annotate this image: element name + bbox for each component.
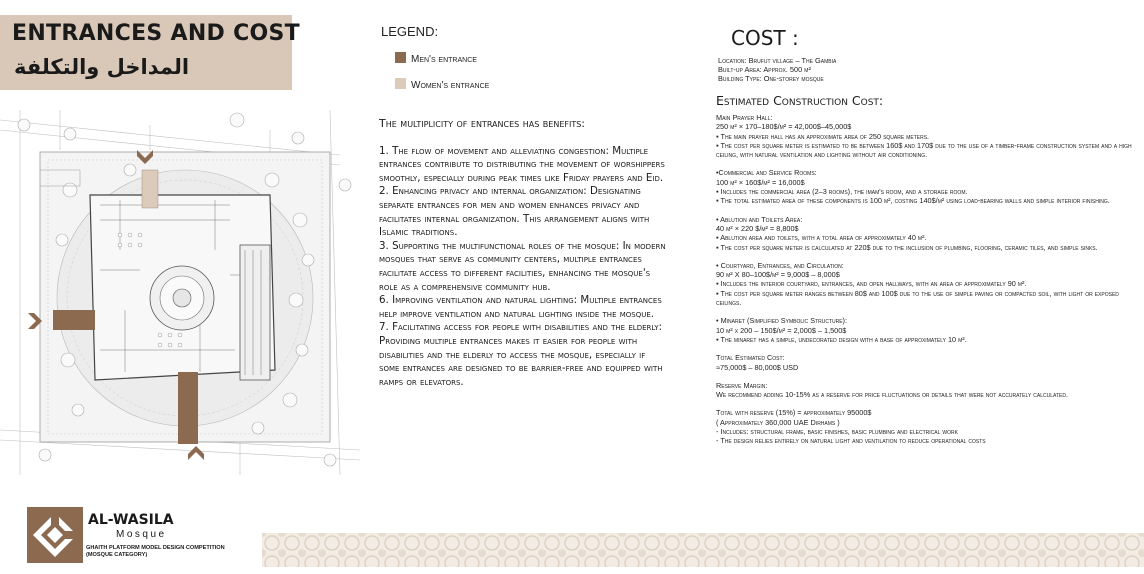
competition-name: GHAITH PLATFORM MODEL DESIGN COMPETITION	[86, 545, 225, 551]
courtyard-note: ▪ The cost per square meter ranges between 80$ and 100$ due to the use of simple paving or compacted soil, with light or exposed ceilings.	[716, 288, 1119, 308]
entrance-arrow-icon	[188, 446, 204, 460]
benefit-item: 7. Facilitating access for people with disabilities and the elderly: Providing multiple entrances makes it easier for people with disabilities and the elderly to access the mosque, especially if some entrances are designed to be barrier-free and equipped with ramps or elevators.	[379, 321, 663, 388]
commercial-note: ▪ The total estimated area of these components is 100 m², costing 140$/m² using load-bearing walls and simple interior finishing.	[716, 196, 1110, 206]
prayer-hall-note: ▪ The main prayer hall has an approximate area of 250 square meters.	[716, 131, 930, 141]
building-type: Building Type: One-storey mosque	[718, 74, 824, 83]
legend-heading: LEGEND:	[381, 24, 439, 39]
commercial-title: •Commercial and Service Rooms:	[716, 168, 817, 178]
built-up-area: Built-up Area: Approx. 500 m²	[718, 65, 811, 74]
courtyard-note: ▪ Includes the interior courtyard, entrances, and open hallways, with an area of approximately 90 m².	[716, 279, 1027, 289]
project-info	[718, 56, 836, 83]
decorative-pattern-band	[262, 533, 1144, 567]
page-title-arabic: المداخل والتكلفة	[14, 55, 190, 79]
commercial-calc: 100 m² × 160$/m² = 16,000$	[716, 177, 805, 187]
courtyard-calc: 90 m² X 80–100$/m² = 9,000$ – 8,000$	[716, 270, 840, 280]
ablution-note: ▪ Ablution area and toilets, with a total area of approximately 40 m².	[716, 233, 927, 243]
minaret-title: • Minaret (Simplified Symbolic Structure):	[716, 316, 848, 326]
prayer-hall-note: ▪ The cost per square meter is estimated to be between 160$ and 170$ due to the use of a timber-frame construction system and a high ceiling, with natural ventilation and lighting without air conditioning.	[716, 140, 1132, 160]
minaret-note: ▪ The minaret has a simple, undecorated design with a base of approximately 10 m².	[716, 334, 967, 344]
benefit-item: 2. Enhancing privacy and internal organization: Designating separate entrances for men and women enhances privacy and facilitates internal organization. This arrangement aligns with Islamic traditions.	[379, 185, 650, 239]
ablution-calc: 40 m² × 220 $/m² = 8,800$	[716, 223, 799, 233]
reserve-title: Reserve Margin:	[716, 380, 768, 390]
competition-label	[86, 545, 225, 559]
site-plan-drawing	[0, 110, 360, 475]
title-box	[0, 15, 300, 90]
brand-subtitle: Mosque	[116, 529, 167, 540]
prayer-hall-calc: 250 m² × 170–180$/m² = 42,000$–45,000$	[716, 122, 852, 132]
mens-entrance-south	[178, 372, 198, 444]
aed-value: ( Approximately 360,000 UAE Dirhams )	[716, 417, 840, 427]
estimated-cost-heading: Estimated Construction Cost:	[716, 93, 884, 108]
mens-entrance-north	[142, 170, 158, 208]
al-wasila-logo-icon	[27, 507, 83, 563]
legend-item-mens	[395, 52, 477, 65]
benefit-item: 3. Supporting the multifunctional roles of the mosque: In modern mosques that serve as community centers, multiple entrances facilitate access to different facilities, enhancing the mosque's role as a comprehensive community hub.	[379, 239, 666, 293]
total-with-reserve: Total with reserve (15%) = approximately 95000$	[716, 408, 872, 418]
location: Location: Brufut village – The Gambia	[718, 56, 837, 65]
reserve-text: We recommend adding 10-15% as a reserve for price fluctuations or details that were not accurately calculated.	[716, 390, 1069, 400]
womens-entrance-swatch	[395, 78, 406, 89]
legend-label: Men's entrance	[411, 54, 477, 65]
mens-entrance-west	[53, 310, 95, 330]
includes-note: - Includes: structural frame, basic finishes, basic plumbing and electrical work	[716, 427, 958, 437]
benefits-heading: The multiplicity of entrances has benefits:	[379, 117, 586, 130]
ablution-title: • Ablution and Toilets Area:	[716, 214, 803, 224]
page-title: ENTRANCES AND COST	[12, 21, 300, 46]
prayer-hall-title: Main Prayer Hall:	[716, 113, 773, 122]
total-value: ≈75,000$ – 80,000$ USD	[716, 362, 799, 372]
minaret-calc: 10 m² x 200 – 150$/m² = 2,000$ – 1,500$	[716, 325, 847, 335]
benefit-item: 1. The flow of movement and alleviating congestion: Multiple entrances contribute to distributing the movement of worshippers smoothly, especially during peak times like Friday prayers and Eid.	[379, 144, 665, 184]
ablution-note: ▪ The cost per square meter is calculated at 220$ due to the inclusion of plumbing, flooring, ceramic tiles, and simple sinks.	[716, 242, 1098, 252]
commercial-note: ▪ Includes the commercial area (2–3 rooms), the imam's room, and a storage room.	[716, 187, 968, 197]
brand-name: AL-WASILA	[88, 512, 174, 528]
competition-category: (MOSQUE CATEGORY)	[86, 552, 148, 558]
courtyard-title: • Courtyard, Entrances, and Circulation:	[716, 260, 844, 270]
design-note: - The design relies entirely on natural light and ventilation to reduce operational costs	[716, 436, 986, 446]
cost-heading: COST :	[731, 26, 799, 50]
benefit-item: 6. Improving ventilation and natural lighting: Multiple entrances help improve ventilation and natural lighting inside the mosque.	[379, 294, 662, 320]
benefits-text	[379, 117, 666, 389]
legend-label: Women's entrance	[411, 80, 490, 91]
mens-entrance-swatch	[395, 52, 406, 63]
legend-item-womens	[395, 78, 489, 91]
cost-breakdown	[716, 113, 1134, 446]
total-title: Total Estimated Cost:	[716, 353, 785, 363]
